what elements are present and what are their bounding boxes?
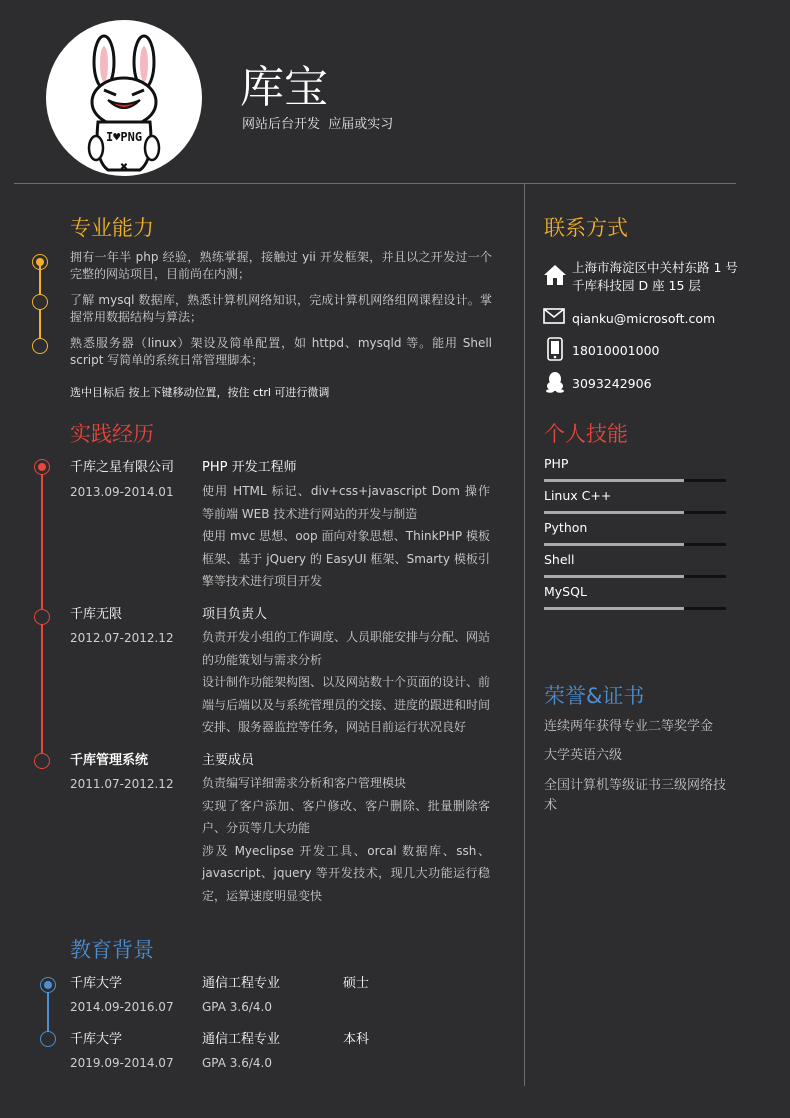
skills-section-title: 专业能力 — [70, 216, 154, 240]
qq-penguin-icon — [545, 371, 565, 397]
skill-bar-track — [544, 479, 726, 482]
skill-bar-fill — [544, 479, 684, 482]
skill-bar-fill — [544, 511, 684, 514]
honor-item: 连续两年获得专业二等奖学金 — [544, 719, 714, 734]
skill-bar-fill — [544, 607, 684, 610]
contact-section-title: 联系方式 — [544, 216, 628, 240]
experience-description-line: 涉及 Myeclipse 开发工具、orcal 数据库、ssh、javascript、jquery 等开发技术，现几大功能运行稳定，运算速度明显变快 — [202, 843, 490, 903]
education-gpa: GPA 3.6/4.0 — [202, 1000, 273, 1014]
experience-description-line: 使用 HTML 标记、div+css+javascript Dom 操作等前端 WEB 技术进行网站的开发与制造 — [202, 484, 490, 521]
skill-name: PHP — [544, 456, 569, 471]
education-date: 2014.09-2016.07 — [70, 1000, 174, 1014]
skills-timeline-dot — [32, 338, 48, 354]
education-major: 通信工程专业 — [202, 1032, 281, 1047]
skill-bar-fill — [544, 575, 684, 578]
phone-icon — [547, 337, 563, 365]
experience-date: 2012.07-2012.12 — [70, 631, 174, 645]
contact-email[interactable]: qianku@microsoft.com — [572, 311, 716, 326]
experience-company: 千库管理系统 — [70, 753, 149, 768]
education-date: 2019.09-2014.07 — [70, 1056, 174, 1070]
skill-bar-track — [544, 607, 726, 610]
candidate-name: 库宝 — [240, 62, 328, 113]
education-degree: 本科 — [343, 1032, 370, 1047]
skill-item-php: 拥有一年半 php 经验，熟练掌握，接触过 yii 开发框架，并且以之开发过一个完整的网站项目，目前尚在内测； — [70, 250, 492, 281]
experience-description-line: 负责编写详细需求分析和客户管理模块 — [202, 776, 407, 790]
experience-date: 2011.07-2012.12 — [70, 777, 174, 791]
experience-description-line: 负责开发小组的工作调度、人员职能安排与分配、网站的功能策划与需求分析 — [202, 630, 491, 667]
svg-text:✖: ✖ — [119, 162, 129, 173]
education-school: 千库大学 — [70, 1032, 123, 1047]
skills-timeline-dot — [32, 294, 48, 310]
experience-description — [202, 480, 490, 593]
skill-name: Python — [544, 520, 588, 535]
education-degree: 硕士 — [343, 976, 370, 991]
experience-role: 主要成员 — [202, 753, 255, 768]
education-section-title: 教育背景 — [70, 938, 154, 962]
honors-section-title: 荣誉&证书 — [544, 684, 645, 708]
skill-name: MySQL — [544, 584, 587, 599]
education-gpa: GPA 3.6/4.0 — [202, 1056, 273, 1070]
editing-hint: 选中目标后 按上下键移动位置，按住 ctrl 可进行微调 — [70, 386, 330, 399]
experience-description-line: 实现了客户添加、客户修改、客户删除、批量删除客户、分页等几大功能 — [202, 798, 490, 836]
experience-description — [202, 626, 490, 739]
rabbit-mascot-image — [46, 20, 202, 176]
education-school: 千库大学 — [70, 976, 123, 991]
job-objective: 网站后台开发 应届或实习 — [242, 117, 394, 132]
experience-description-line: 设计制作功能架构图、以及网站数十个页面的设计、前端与后端以及与系统管理员的交接、进度的跟进和时间安排、服务器监控等任务，网站目前运行状况良好 — [202, 675, 491, 735]
skill-name: Shell — [544, 552, 575, 567]
experience-date: 2013.09-2014.01 — [70, 485, 174, 499]
experience-description — [202, 772, 490, 908]
experience-role: 项目负责人 — [202, 607, 268, 622]
contact-phone: 18010001000 — [572, 343, 660, 358]
contact-address-line1: 上海市海淀区中关村东路 1 号 — [572, 260, 738, 275]
skill-item-linux: 熟悉服务器（linux）架设及简单配置，如 httpd、mysqld 等。能用 Shell script 写简单的系统日常管理脚本； — [70, 336, 492, 367]
header-divider — [14, 183, 736, 184]
skill-bar-track — [544, 543, 726, 546]
education-timeline-dot — [40, 1031, 56, 1047]
avatar-caption: I♥PNG — [105, 130, 143, 144]
skill-name: Linux C++ — [544, 488, 612, 503]
experience-company: 千库无限 — [70, 607, 123, 622]
honor-item: 大学英语六级 — [544, 748, 623, 763]
experience-company: 千库之星有限公司 — [70, 460, 175, 475]
experience-description-line: 使用 mvc 思想、oop 面向对象思想、ThinkPHP 模板框架、基于 jQuery 的 EasyUI 框架、Smarty 模板引擎等技术进行项目开发 — [202, 529, 490, 589]
skill-bar-fill — [544, 543, 684, 546]
avatar — [46, 20, 202, 176]
experience-role: PHP 开发工程师 — [202, 460, 297, 475]
experience-section-title: 实践经历 — [70, 422, 154, 446]
email-icon — [543, 308, 565, 328]
skill-bar-track — [544, 575, 726, 578]
contact-qq: 3093242906 — [572, 376, 652, 391]
experience-timeline-dot — [34, 753, 50, 769]
home-icon — [543, 263, 567, 291]
experience-timeline-dot — [34, 609, 50, 625]
contact-address-line2: 千库科技园 D 座 15 层 — [572, 278, 701, 293]
skill-bar-track — [544, 511, 726, 514]
skill-item-mysql: 了解 mysql 数据库，熟悉计算机网络知识，完成计算机网络组网课程设计。掌握常用数据结构与算法； — [70, 293, 492, 324]
column-divider — [524, 183, 525, 1086]
honor-item: 全国计算机等级证书三级网络技术 — [544, 778, 727, 813]
personal-skills-section-title: 个人技能 — [544, 422, 628, 446]
education-major: 通信工程专业 — [202, 976, 281, 991]
